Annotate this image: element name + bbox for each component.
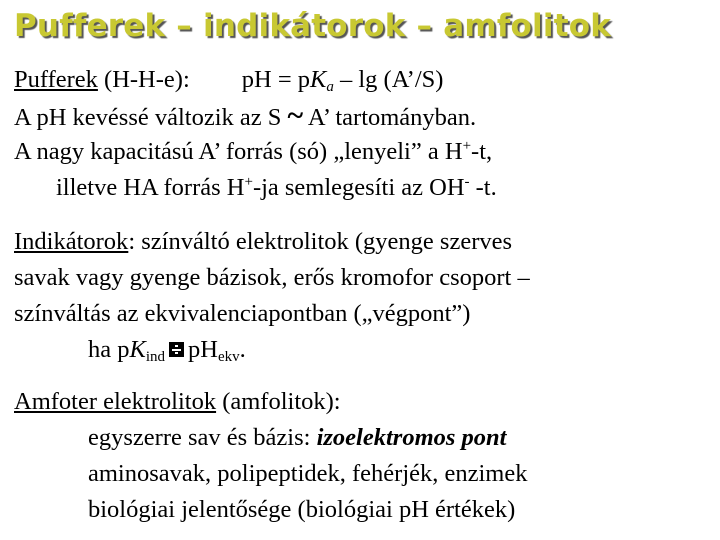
amfoter-line-4: biológiai jelentősége (biológiai pH értékek) [88,496,516,523]
puffer-line2-a: A pH kevéssé változik az S [14,104,288,131]
indikator-line4-a: ha p [88,336,130,363]
tilde-symbol: ~ [287,99,304,132]
amfoter-line1-rest: (amfolitok): [216,388,341,415]
indikator-line-1 [14,228,512,256]
puffer-paren: (H-H-e): [97,66,190,93]
puffer-term: Pufferek [14,66,98,93]
puffer-eq-a: a [326,79,334,95]
puffer-line3-sup: + [462,138,472,154]
amfoter-line2-em: izoelektromos pont [316,424,507,451]
indikator-line4-end: . [239,336,246,363]
puffer-eq-rest: – lg (A’/S) [333,66,444,93]
indikator-line4-k: K [129,336,146,363]
puffer-line4-sup2: - [464,174,470,190]
amfoter-term: Amfoter elektrolitok [14,388,217,415]
indikator-line-3: színváltás az ekvivalenciapontban („végpont”) [14,300,471,327]
puffer-line4-b: -ja semlegesíti az OH [252,174,465,201]
puffer-line4-end: -t. [469,174,497,201]
puffer-eq-k: K [310,66,327,93]
puffer-line2-b: A’ tartományban. [303,104,477,131]
indikator-term: Indikátorok [14,228,129,255]
indikator-line1-rest: : színváltó elektrolitok (gyenge szerves [128,228,513,255]
slide-title: Pufferek – indikátorok – amfolitok [14,8,612,44]
amfoter-line-2 [88,424,506,452]
indikator-line4-ind: ind [145,349,166,365]
puffer-line-1 [14,66,443,94]
puffer-line-3 [14,138,492,166]
amfoter-line2-a: egyszerre sav és bázis: [88,424,317,451]
indikator-line4-ekv: ekv [217,349,240,365]
indikator-line-4 [88,336,246,364]
puffer-line3-end: -t, [471,138,493,165]
puffer-line-2 [14,99,477,132]
puffer-line3-text: A nagy kapacitású A’ forrás (só) „lenyeli” a H [14,138,463,165]
indikator-line-2: savak vagy gyenge bázisok, erős kromofor csoport – [14,264,530,291]
puffer-line-4 [56,174,497,202]
puffer-line4-a: illetve HA forrás H [56,174,245,201]
puffer-line4-sup: + [244,174,253,190]
equals-symbol-icon [169,342,184,357]
amfoter-line-3: aminosavak, polipeptidek, fehérjék, enzimek [88,460,528,487]
indikator-line4-b: pH [188,336,218,363]
puffer-eq-ph: pH = p [241,66,311,93]
amfoter-line-1 [14,388,341,416]
